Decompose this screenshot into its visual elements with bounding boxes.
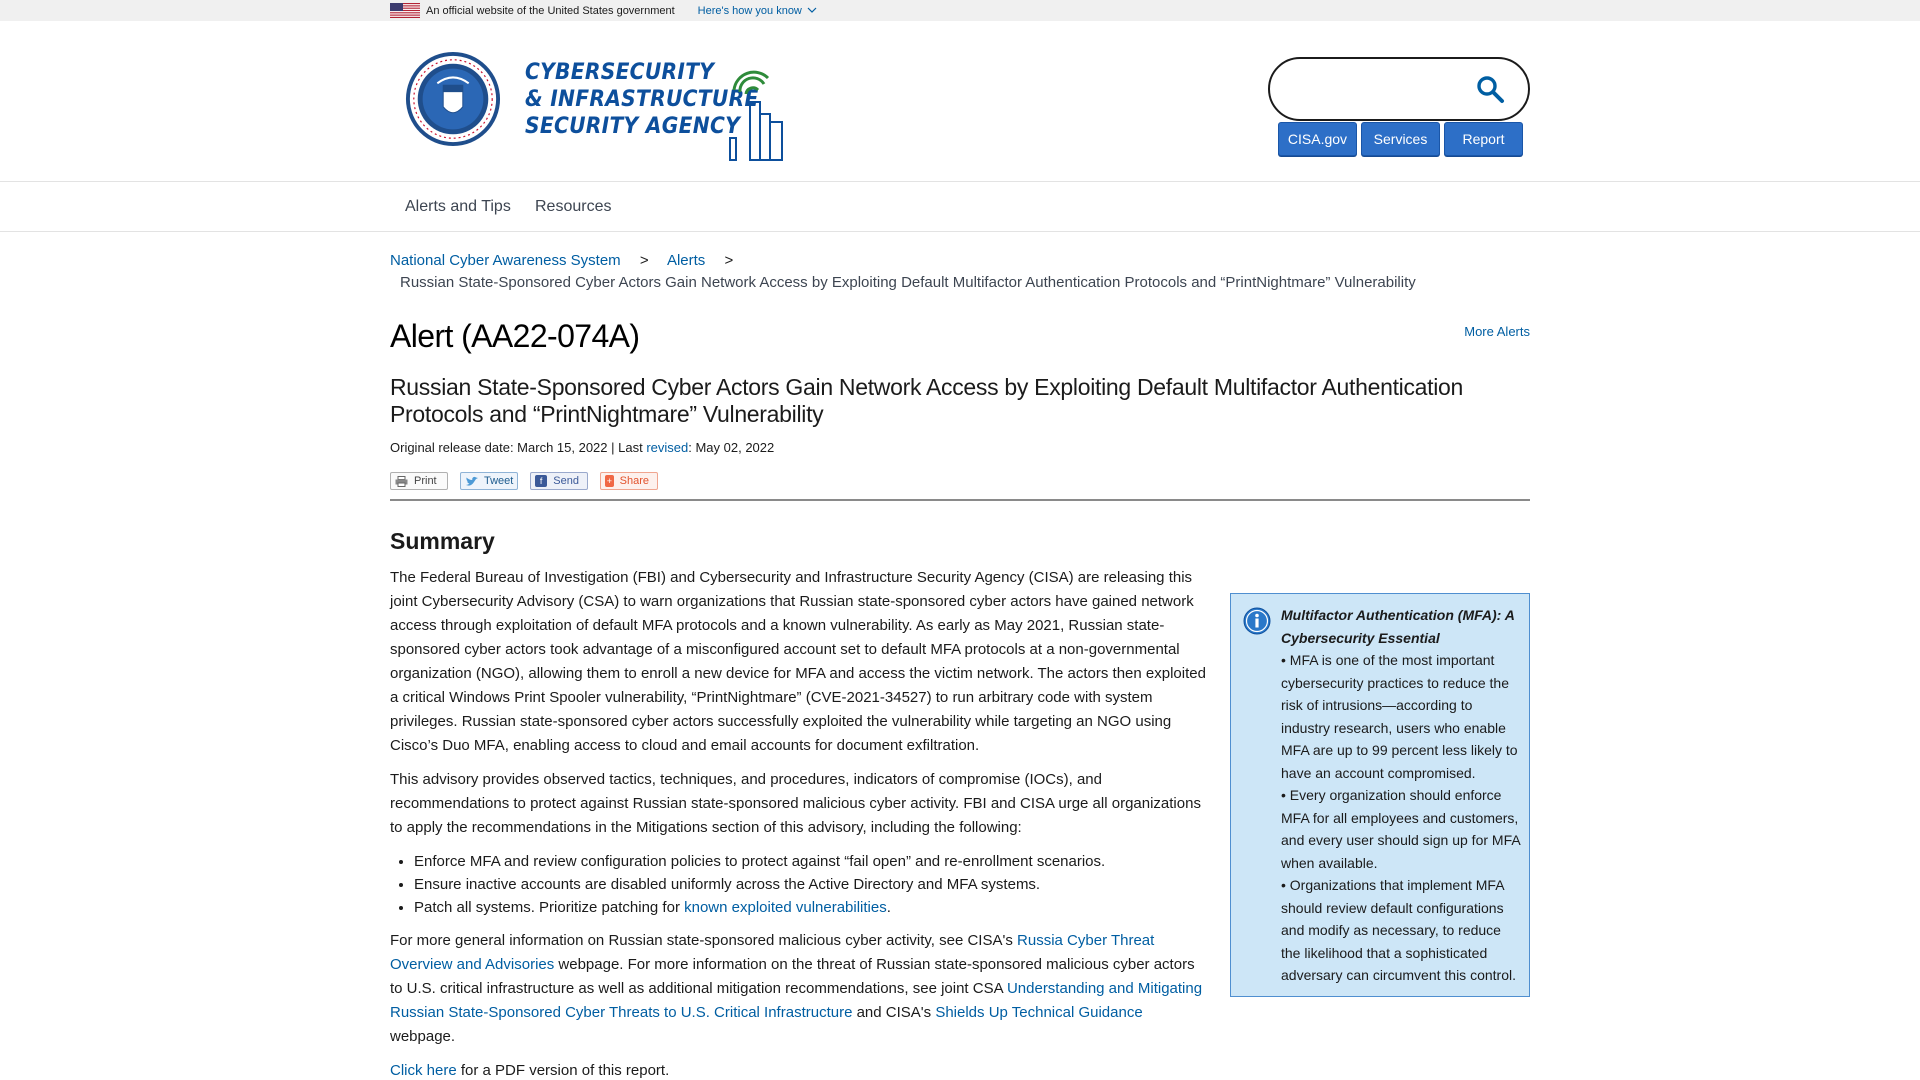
list-item: • Ensure inactive accounts are disabled uniformly across the Active Directory and MFA systems. <box>414 873 1208 896</box>
agency-name-line2: & INFRASTRUCTURE <box>525 86 759 112</box>
release-date-suffix: : May 02, 2022 <box>688 440 775 455</box>
breadcrumb-separator: > <box>639 252 649 269</box>
summary-body <box>390 566 1208 1080</box>
facebook-icon: f <box>535 475 547 487</box>
mfa-info-box <box>1230 593 1530 997</box>
services-button[interactable]: Services <box>1361 122 1440 156</box>
tweet-label: Tweet <box>484 475 514 487</box>
nav-resources[interactable]: Resources <box>535 198 612 215</box>
info-icon <box>1243 607 1271 635</box>
release-date-prefix: Original release date: March 15, 2022 | Last <box>390 440 647 455</box>
info-box-item-3: • Organizations that implement MFA should review default configurations and modify as necessary, to reduce the likelihood that a sophisticated adversary can circumvent this control. <box>1281 877 1516 983</box>
bullet3-prefix: Patch all systems. Prioritize patching for <box>414 899 685 916</box>
share-label: Share <box>619 475 649 487</box>
send-label: Send <box>553 475 579 487</box>
twitter-icon <box>465 475 478 487</box>
recommendations-list <box>414 850 1208 919</box>
understanding-mitigating-russian-threats-link[interactable]: Understanding and Mitigating Russian State-Sponsored Cyber Threats to U.S. Critical Infrastructure <box>390 980 1203 1021</box>
divider <box>390 499 1530 501</box>
search-input[interactable] <box>1294 75 1464 103</box>
shields-up-guidance-link[interactable]: Shields Up Technical Guidance <box>935 1004 1143 1021</box>
cisa-logo-link[interactable] <box>404 50 779 148</box>
send-button[interactable] <box>530 472 588 490</box>
info-box-item-2: • Every organization should enforce MFA for all employees and customers, and every user should sign up for MFA when available. <box>1281 787 1520 871</box>
russia-cyber-threat-overview-link[interactable]: Russia Cyber Threat Overview and Advisories <box>390 932 1155 973</box>
gov-banner <box>0 0 1920 21</box>
chevron-down-icon <box>807 7 817 14</box>
p3-text-a: For more general information on Russian state-sponsored malicious cyber activity, see CISA's <box>390 932 1018 949</box>
site-header <box>0 21 1920 181</box>
breadcrumb-current: Russian State-Sponsored Cyber Actors Gain Network Access by Exploiting Default Multifactor Authentication Protocols and “PrintNightmare” Vulnerability <box>400 274 1416 291</box>
search-box <box>1268 57 1530 121</box>
alert-id-heading: Alert (AA22-074A) <box>390 318 640 354</box>
summary-paragraph-3 <box>390 929 1208 1049</box>
main-nav <box>0 181 1920 232</box>
click-here-pdf-link[interactable]: Click here <box>390 1062 457 1079</box>
cisa-seal-icon <box>404 50 502 148</box>
report-button[interactable]: Report <box>1444 122 1523 156</box>
list-item <box>414 896 1208 919</box>
nav-alerts-and-tips[interactable]: Alerts and Tips <box>405 198 511 215</box>
cisa-building-icon <box>726 68 786 162</box>
summary-paragraph-2: This advisory provides observed tactics, techniques, and procedures, indicators of compromise (IOCs), and recommendations to protect against Russian state-sponsored malicious cyber activity. FBI and CISA urge all organizations to apply the recommendations in the Mitigations section of this advisory, including the following: <box>390 771 1201 836</box>
share-button[interactable] <box>600 472 658 490</box>
revised-link[interactable]: revised <box>646 440 689 455</box>
agency-name-line1: CYBERSECURITY <box>525 59 715 85</box>
print-label: Print <box>414 475 437 487</box>
list-item: • Enforce MFA and review configuration policies to protect against “fail open” and re-enrollment scenarios. <box>414 850 1208 873</box>
p4-text: for a PDF version of this report. <box>456 1062 670 1079</box>
header-buttons <box>1278 122 1523 156</box>
bullet3-suffix: . <box>886 899 891 916</box>
agency-name-line3: SECURITY AGENCY <box>525 113 741 139</box>
share-toolbar <box>390 472 658 490</box>
more-alerts-link[interactable]: More Alerts <box>1464 324 1530 339</box>
tweet-button[interactable] <box>460 472 518 490</box>
release-date <box>390 440 774 455</box>
summary-heading: Summary <box>390 528 495 554</box>
search-icon <box>1475 74 1505 104</box>
p3-text-d: webpage. <box>390 1028 456 1045</box>
cisa-gov-button[interactable]: CISA.gov <box>1278 122 1357 156</box>
heres-how-you-know-label: Here's how you know <box>697 4 802 17</box>
breadcrumb-alerts-link[interactable]: Alerts <box>666 252 706 269</box>
agency-name <box>525 59 759 140</box>
official-website-text: An official website of the United States government <box>426 4 675 17</box>
p3-text-c: and CISA's <box>852 1004 936 1021</box>
page-title: Russian State-Sponsored Cyber Actors Gain Network Access by Exploiting Default Multifactor Authentication Protocols and “PrintNightmare” Vulnerability <box>390 374 1464 427</box>
us-flag-icon <box>390 3 420 18</box>
print-button[interactable] <box>390 472 448 490</box>
share-plus-icon: + <box>606 476 612 486</box>
info-box-title: Multifactor Authentication (MFA): A Cybersecurity Essential <box>1281 607 1515 646</box>
info-box-item-1: • MFA is one of the most important cybersecurity practices to reduce the risk of intrusions—according to industry research, users who enable MFA are up to 99 percent less likely to have an account compromised. <box>1281 652 1518 781</box>
breadcrumb-ncas-link[interactable]: National Cyber Awareness System <box>390 252 621 269</box>
breadcrumb <box>390 250 1530 294</box>
printer-icon <box>395 475 408 487</box>
summary-paragraph-4 <box>390 1059 1208 1080</box>
search-button[interactable] <box>1474 74 1506 106</box>
p3-text-b: webpage. For more information on the threat of Russian state-sponsored malicious cyber actors to U.S. critical infrastructure as well as additional mitigation recommendations, see joint CSA <box>390 956 1195 997</box>
summary-paragraph-1: The Federal Bureau of Investigation (FBI) and Cybersecurity and Infrastructure Security Agency (CISA) are releasing this joint Cybersecurity Advisory (CSA) to warn organizations that Russian state-sponsored cyber actors have gained network access through exploitation of default MFA protocols and a known vulnerability. As early as May 2021, Russian state-sponsored cyber actors took advantage of a misconfigured account set to default MFA protocols at a non-governmental organization (NGO), allowing them to enroll a new device for MFA and access the victim network. The actors then exploited a critical Windows Print Spooler vulnerability, “PrintNightmare” (CVE-2021-34527) to run arbitrary code with system privileges. Russian state-sponsored cyber actors successfully exploited the vulnerability while targeting an NGO using Cisco’s Duo MFA, enabling access to cloud and email accounts for document exfiltration. <box>390 569 1206 754</box>
heres-how-you-know-button[interactable] <box>698 5 817 17</box>
known-exploited-vulnerabilities-link[interactable]: known exploited vulnerabilities <box>684 899 887 916</box>
breadcrumb-separator: > <box>724 252 734 269</box>
